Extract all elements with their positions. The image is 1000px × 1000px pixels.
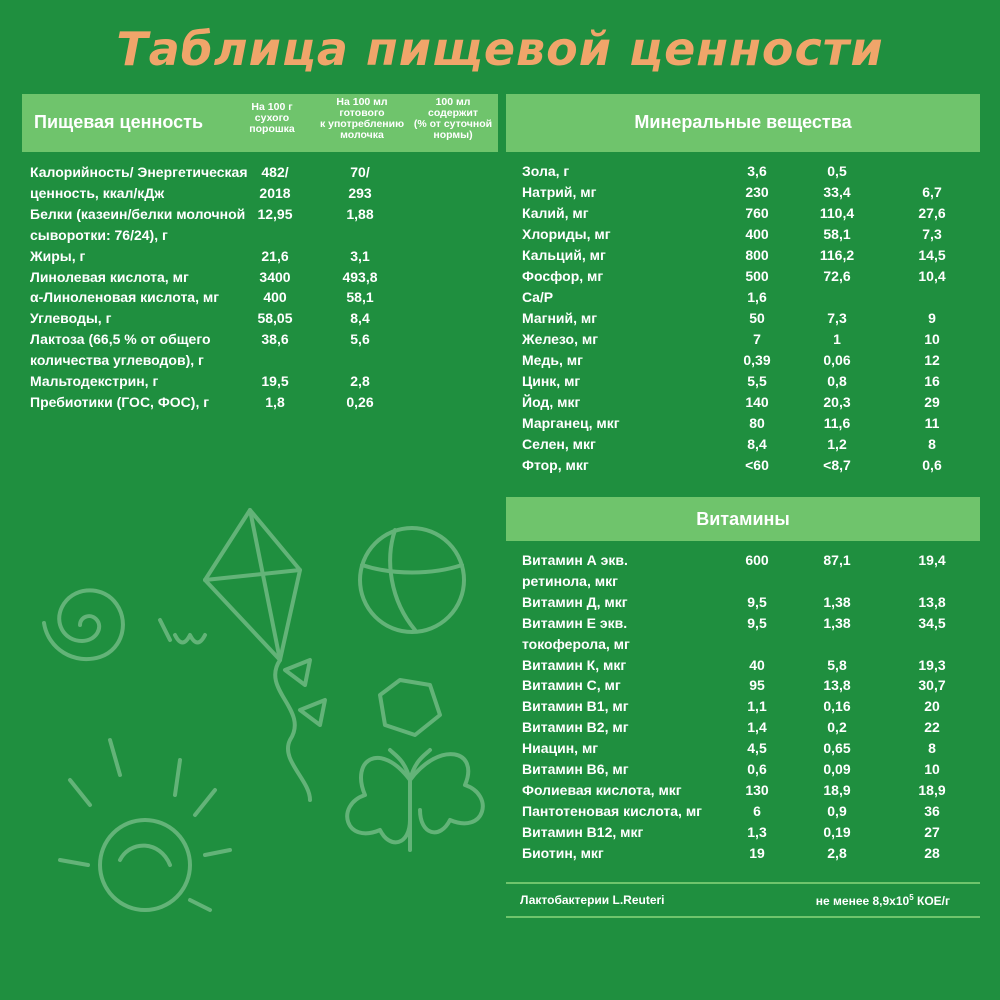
col-header-per-100g: На 100 г сухого порошка: [249, 101, 295, 135]
minerals-row: [522, 182, 982, 203]
nutrition-row-value-b: 1,88: [346, 205, 374, 222]
sun-icon: [60, 740, 230, 910]
minerals-row-value-a: 800: [745, 247, 769, 263]
minerals-row: [522, 245, 982, 266]
minerals-row: [522, 287, 982, 308]
minerals-row: [522, 266, 982, 287]
vitamins-row-name: Ниацин, мг: [522, 740, 599, 757]
vitamins-row-name: Витамин К, мкг: [522, 656, 627, 673]
doodles-decoration: [0, 480, 500, 1000]
vitamins-row-value-c: 10: [924, 761, 940, 777]
nutrition-header-title: Пищевая ценность: [34, 112, 204, 132]
nutrition-row-value-a: 21,6: [261, 247, 289, 264]
minerals-row-name: Йод, мкг: [522, 394, 581, 410]
minerals-row-name: Медь, мг: [522, 352, 583, 368]
minerals-row-value-b: <8,7: [823, 457, 851, 473]
vitamins-row-value-b: 5,8: [827, 656, 847, 673]
vitamins-row-value-c: 22: [924, 719, 940, 736]
vitamins-row-name: Витамин В6, мг: [522, 761, 629, 777]
vitamins-row-name: Витамин С, мг: [522, 677, 621, 694]
vitamins-row-name: Фолиевая кислота, мкг: [522, 781, 682, 798]
footer-value: не менее $8,9х10^5$ КОЕ/г: [815, 893, 950, 908]
minerals-row-value-a: 50: [749, 310, 765, 326]
minerals-row-value-a: 230: [745, 184, 769, 200]
minerals-row-value-c: 8: [928, 436, 936, 452]
col-header-per-100ml: На 100 мл готового к употреблению молочка: [319, 96, 405, 141]
vitamins-row-value-b: 1,38: [823, 593, 851, 610]
nutrition-row-value-b: 2,8: [350, 373, 370, 389]
hexagon-icon: [380, 680, 440, 735]
vitamins-row-value-b: 2,8: [827, 844, 847, 861]
vitamins-row-name: Витамин Е экв.: [522, 614, 628, 631]
nutrition-row-value-a: 58,05: [257, 310, 293, 327]
vitamins-row: [522, 738, 982, 759]
minerals-row-value-a: 1,6: [747, 289, 767, 305]
vitamins-row-value-b: 0,65: [823, 740, 851, 757]
vitamins-row: [522, 801, 982, 822]
nutrition-row-value-b: 3,1: [350, 247, 370, 264]
nutrition-row: [30, 392, 500, 413]
minerals-row-value-b: 110,4: [819, 205, 855, 221]
minerals-row-name: Селен, мкг: [522, 436, 596, 452]
vitamins-row-value-b: 0,19: [823, 823, 851, 840]
vitamins-row: [522, 613, 982, 634]
nutrition-row: [30, 329, 500, 350]
vitamins-row-value-a: 1,3: [747, 823, 767, 840]
minerals-row-value-a: 5,5: [747, 373, 767, 389]
nutrition-row: [30, 308, 500, 329]
nutrition-row: [30, 350, 500, 371]
vitamins-row-value-c: 30,7: [918, 677, 946, 694]
nutrition-row: [30, 204, 500, 225]
vitamins-row-value-a: 19: [749, 844, 765, 861]
minerals-row-value-a: 7: [753, 331, 761, 347]
nutrition-row-name: Пребиотики (ГОС, ФОС), г: [30, 393, 210, 410]
minerals-row: [522, 350, 982, 371]
vitamins-row-value-c: 36: [924, 802, 940, 819]
minerals-row-value-c: 27,6: [918, 205, 946, 221]
minerals-row-value-c: 11: [924, 415, 940, 431]
nutrition-row: [30, 225, 500, 246]
vitamins-row-value-b: 0,09: [823, 761, 851, 777]
nutrition-row: [30, 246, 500, 267]
minerals-row-value-a: 8,4: [747, 436, 767, 452]
minerals-row-value-b: 72,6: [823, 268, 851, 284]
vitamins-header-title: Витамины: [696, 509, 790, 529]
vitamins-row: [522, 717, 982, 738]
nutrition-row-value-a: 482/: [261, 164, 289, 180]
nutrition-row-value-a: 1,8: [265, 393, 285, 410]
minerals-row-name: Фтор, мкг: [522, 457, 589, 473]
nutrition-row-value-b: 5,6: [350, 331, 370, 348]
minerals-row-value-b: 116,2: [819, 247, 855, 263]
vitamins-row-value-b: 13,8: [823, 677, 851, 694]
nutrition-row-value-b: 0,26: [346, 393, 374, 410]
nutrition-row-value-a: 400: [263, 289, 287, 306]
minerals-row: [522, 434, 982, 455]
page-title: Таблица пищевой ценности: [116, 22, 884, 76]
nutrition-row-name: Линолевая кислота, мг: [30, 268, 189, 285]
nutrition-header: [22, 94, 498, 152]
minerals-row-value-c: 29: [924, 394, 940, 410]
vitamins-row-value-a: 1,4: [747, 719, 767, 736]
minerals-row: [522, 392, 982, 413]
minerals-row-value-a: <60: [745, 457, 769, 473]
vitamins-row-name: Биотин, мкг: [522, 844, 604, 861]
nutrition-row-name: Калорийность/ Энергетическая: [30, 164, 248, 180]
minerals-row-name: Калий, мг: [522, 205, 589, 221]
nutrition-row-name: Лактоза (66,5 % от общего: [30, 331, 211, 348]
minerals-row-value-b: 11,6: [823, 415, 851, 431]
nutrition-row-name: Белки (казеин/белки молочной: [30, 205, 246, 222]
vitamins-row-value-a: 95: [749, 677, 765, 694]
vitamins-row-value-c: 28: [924, 844, 940, 861]
vitamins-row-value-c: 13,8: [918, 593, 946, 610]
minerals-row-value-c: 6,7: [922, 184, 942, 200]
vitamins-row-value-a: 9,5: [747, 593, 767, 610]
vitamins-row: [522, 696, 982, 717]
vitamins-row: [522, 550, 982, 571]
nutrition-row: [30, 267, 500, 288]
nutrition-row-name: количества углеводов), г: [30, 352, 204, 369]
vitamins-row-name: Витамин Д, мкг: [522, 593, 628, 610]
vitamins-row-value-a: 4,5: [747, 740, 767, 757]
vitamins-row-value-b: 0,16: [823, 698, 851, 715]
nutrition-row-name: Жиры, г: [30, 247, 86, 264]
minerals-row-value-b: 7,3: [827, 310, 847, 326]
minerals-row-value-c: 10,4: [918, 268, 946, 284]
vitamins-row-name: Витамин В12, мкг: [522, 823, 644, 840]
minerals-row-name: Магний, мг: [522, 310, 598, 326]
minerals-row-name: Цинк, мг: [522, 373, 581, 389]
kite-icon: [160, 510, 325, 800]
vitamins-row-value-b: 1,38: [823, 614, 851, 631]
vitamins-row-name: Витамин А экв.: [522, 552, 628, 568]
nutrition-row-value-b: 8,4: [350, 310, 370, 327]
minerals-header-title: Минеральные вещества: [634, 112, 852, 132]
nutrition-row-name: сыворотки: 76/24), г: [30, 226, 168, 243]
minerals-row-value-c: 7,3: [922, 226, 942, 242]
minerals-row-name: Зола, г: [522, 163, 570, 179]
spiral-icon: [44, 590, 123, 659]
vitamins-row-value-a: 9,5: [747, 614, 767, 631]
minerals-row: [522, 161, 982, 182]
vitamins-row: [522, 843, 982, 864]
minerals-row-name: Хлориды, мг: [522, 226, 611, 242]
vitamins-row-value-a: 130: [745, 781, 769, 798]
minerals-row: [522, 455, 982, 476]
minerals-row: [522, 308, 982, 329]
minerals-row-value-a: 140: [745, 394, 769, 410]
nutrition-row-name: ценность, ккал/кДж: [30, 184, 165, 201]
minerals-row-name: Ca/P: [522, 289, 554, 305]
vitamins-row: [522, 675, 982, 696]
vitamins-row-value-a: 0,6: [747, 761, 767, 777]
vitamins-row-value-b: 0,9: [827, 802, 847, 819]
minerals-row-name: Кальций, мг: [522, 247, 606, 263]
nutrition-row-name: α-Линоленовая кислота, мг: [30, 289, 220, 306]
col-header-daily-percent: 100 мл содержит (% от суточной нормы): [413, 96, 493, 141]
vitamins-row-name: токоферола, мг: [522, 635, 630, 652]
vitamins-row: [522, 822, 982, 843]
vitamins-row-value-a: 40: [749, 656, 765, 673]
vitamins-row-name: Пантотеновая кислота, мг: [522, 802, 703, 819]
nutrition-row-value-a: 3400: [259, 268, 291, 285]
vitamins-row-value-b: 87,1: [823, 552, 851, 568]
minerals-row-value-a: 500: [745, 268, 769, 284]
vitamins-row-value-a: 1,1: [747, 698, 767, 715]
nutrition-row-name: Мальтодекстрин, г: [30, 373, 159, 389]
vitamins-row-name: Витамин В1, мг: [522, 698, 629, 715]
minerals-row-name: Железо, мг: [522, 331, 599, 347]
minerals-row-value-c: 12: [924, 352, 940, 368]
ball-icon: [360, 528, 464, 632]
minerals-row-value-b: 33,4: [823, 184, 851, 200]
vitamins-row-value-c: 19,3: [918, 656, 946, 673]
minerals-row-value-b: 1: [833, 331, 841, 347]
minerals-row-name: Фосфор, мг: [522, 268, 604, 284]
nutrition-row-value-b: 293: [348, 184, 372, 201]
vitamins-row-value-c: 20: [924, 698, 940, 715]
butterfly-icon: [347, 750, 483, 850]
vitamins-row: [522, 655, 982, 676]
minerals-row-name: Марганец, мкг: [522, 415, 620, 431]
vitamins-row-value-c: 27: [924, 823, 940, 840]
minerals-row-value-b: 0,8: [827, 373, 847, 389]
footer-label: Лактобактерии L.Reuteri: [520, 893, 665, 907]
minerals-row-value-a: 3,6: [747, 163, 767, 179]
nutrition-row-value-a: 38,6: [261, 331, 289, 348]
vitamins-row-value-c: 19,4: [918, 552, 946, 568]
nutrition-row-value-a: 19,5: [261, 373, 289, 389]
minerals-row-value-b: 0,5: [827, 163, 847, 179]
minerals-row-value-a: 0,39: [743, 352, 771, 368]
vitamins-row-value-c: 8: [928, 740, 936, 757]
minerals-row-value-c: 16: [924, 373, 940, 389]
minerals-row-value-b: 1,2: [827, 436, 847, 452]
minerals-row-value-b: 20,3: [823, 394, 851, 410]
nutrition-row-name: Углеводы, г: [30, 310, 112, 327]
vitamins-row-value-c: 18,9: [918, 781, 946, 798]
minerals-row-value-b: 58,1: [823, 226, 851, 242]
nutrition-row-value-b: 493,8: [342, 268, 378, 285]
minerals-row-value-b: 0,06: [823, 352, 851, 368]
nutrition-row-value-b: 58,1: [346, 289, 374, 306]
vitamins-row: [522, 759, 982, 780]
minerals-row-name: Натрий, мг: [522, 184, 597, 200]
minerals-header: [506, 94, 980, 152]
nutrition-row-value-b: 70/: [350, 164, 370, 180]
vitamins-row-value-c: 34,5: [918, 614, 946, 631]
nutrition-row-value-a: 2018: [259, 184, 291, 201]
minerals-row: [522, 329, 982, 350]
vitamins-row-name: ретинола, мкг: [522, 572, 618, 589]
vitamins-row: [522, 780, 982, 801]
nutrition-row: [30, 287, 500, 308]
minerals-row-value-c: 10: [924, 331, 940, 347]
minerals-row: [522, 413, 982, 434]
vitamins-row-value-a: 600: [745, 552, 769, 568]
nutrition-row: [30, 183, 500, 204]
minerals-row-value-a: 80: [749, 415, 765, 431]
minerals-row-value-c: 14,5: [918, 247, 946, 263]
vitamins-row-value-b: 0,2: [827, 719, 847, 736]
vitamins-row: [522, 571, 982, 592]
vitamins-row-value-b: 18,9: [823, 781, 851, 798]
minerals-row: [522, 224, 982, 245]
nutrition-row: [30, 162, 500, 183]
minerals-row-value-c: 0,6: [922, 457, 942, 473]
minerals-row-value-a: 760: [745, 205, 769, 221]
minerals-row-value-a: 400: [745, 226, 769, 242]
vitamins-row: [522, 634, 982, 655]
minerals-row: [522, 371, 982, 392]
nutrition-row-value-a: 12,95: [257, 205, 293, 222]
minerals-row-value-c: 9: [928, 310, 936, 326]
nutrition-row: [30, 371, 500, 392]
footer-bar: [506, 882, 980, 918]
vitamins-row: [522, 592, 982, 613]
minerals-row: [522, 203, 982, 224]
vitamins-header: [506, 497, 980, 541]
vitamins-row-value-a: 6: [753, 802, 761, 819]
vitamins-row-name: Витамин В2, мг: [522, 719, 629, 736]
